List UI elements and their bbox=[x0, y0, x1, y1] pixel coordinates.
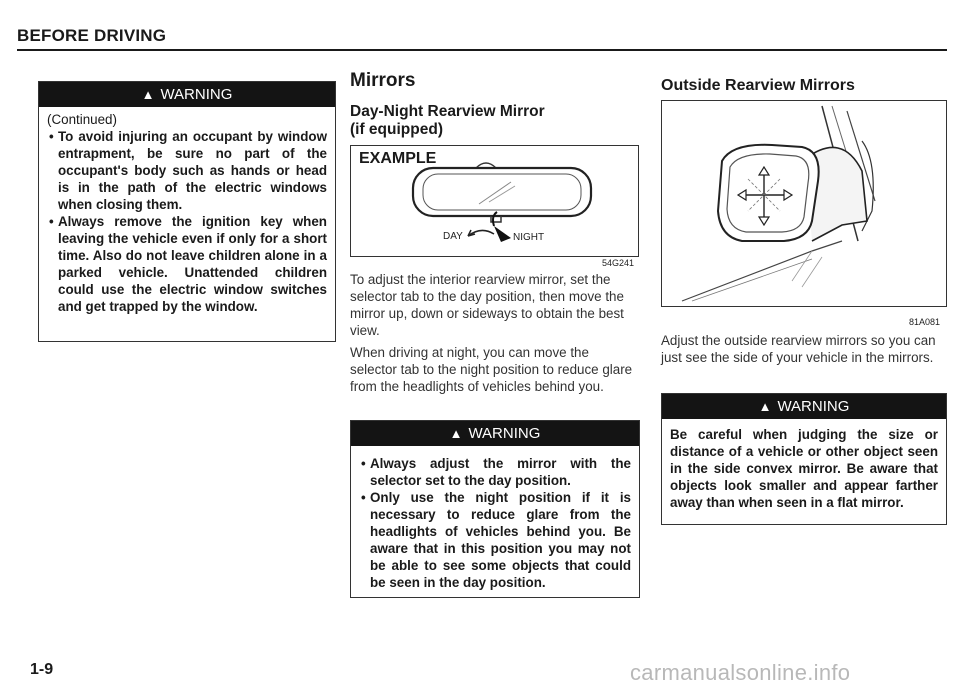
mirrors-heading: Mirrors bbox=[350, 70, 416, 91]
left-warning-box bbox=[38, 81, 336, 342]
left-warning-item: • To avoid injuring an occupant by window entrapment, be sure no part of the occupant's body such as hands or head is in the path of the electric windows when closing them. bbox=[47, 128, 327, 213]
outside-warning-body bbox=[662, 419, 946, 517]
left-warning-list bbox=[47, 128, 327, 315]
mirror-warning-list bbox=[359, 455, 631, 591]
left-warning-body bbox=[39, 107, 335, 321]
mirror-adjust-paragraph: To adjust the interior rearview mirror, set the selector tab to the day position, then move the mirror up, down or sideways to obtain the best view. bbox=[350, 272, 624, 338]
section-title: BEFORE DRIVING bbox=[17, 26, 167, 45]
day-night-mirror-heading bbox=[350, 103, 640, 139]
day-label: DAY bbox=[443, 231, 463, 242]
outside-warning-title: WARNING bbox=[777, 398, 850, 415]
warning-triangle-icon: ▲ bbox=[758, 399, 772, 414]
outside-mirrors-heading: Outside Rearview Mirrors bbox=[661, 77, 855, 94]
left-warning-header bbox=[39, 82, 335, 107]
rearview-mirror-figure bbox=[350, 145, 639, 257]
outside-mirror-figure bbox=[661, 100, 947, 307]
outside-warning-header bbox=[662, 394, 946, 419]
header-rule bbox=[17, 49, 947, 51]
outside-figure-code: 81A081 bbox=[909, 317, 941, 327]
warning-triangle-icon: ▲ bbox=[141, 87, 155, 102]
outside-warning-text: Be careful when judging the size or distance of a vehicle or other object seen in the side convex mirror. Be aware that objects look smaller and appear farther away than when seen in a flat mirror. bbox=[670, 427, 938, 510]
outside-adjust-paragraph: Adjust the outside rearview mirrors so you can just see the side of your vehicle in the mirrors. bbox=[661, 333, 936, 365]
mirror-warning-header bbox=[351, 421, 639, 446]
left-warning-continued: (Continued) bbox=[47, 112, 117, 127]
day-night-mirror-heading-line2: (if equipped) bbox=[350, 121, 443, 138]
mirror-warning-box bbox=[350, 420, 640, 598]
mirror-warning-item: • Always adjust the mirror with the selector set to the day position. bbox=[359, 455, 631, 489]
day-night-mirror-heading-line1: Day-Night Rearview Mirror bbox=[350, 103, 545, 120]
page-number: 1-9 bbox=[30, 661, 54, 678]
night-position-paragraph: When driving at night, you can move the selector tab to the night position to reduce glare from the headlights of vehicles behind you. bbox=[350, 345, 633, 394]
night-label: NIGHT bbox=[513, 232, 545, 243]
left-warning-title: WARNING bbox=[160, 86, 233, 103]
outside-mirror-illustration bbox=[662, 101, 946, 306]
watermark: carmanualsonline.info bbox=[630, 660, 851, 685]
figure-code: 54G241 bbox=[602, 258, 635, 268]
mirror-warning-item: • Only use the night position if it is necessary to reduce glare from the headlights of vehicles behind you. Be aware that in this position you may not be able to see some objects that could be seen in the day position. bbox=[359, 489, 631, 591]
figure-label: EXAMPLE bbox=[359, 150, 437, 167]
warning-triangle-icon: ▲ bbox=[449, 426, 463, 441]
mirror-warning-title: WARNING bbox=[468, 425, 541, 442]
mirror-warning-body bbox=[351, 446, 639, 597]
outside-warning-box bbox=[661, 393, 947, 525]
rearview-mirror-illustration bbox=[351, 146, 638, 256]
left-warning-item: • Always remove the ignition key when leaving the vehicle even if only for a short time. Also do not leave children alone in a parked vehicle. Unattended children could use the electric window switches and get trapped by the window. bbox=[47, 213, 327, 315]
